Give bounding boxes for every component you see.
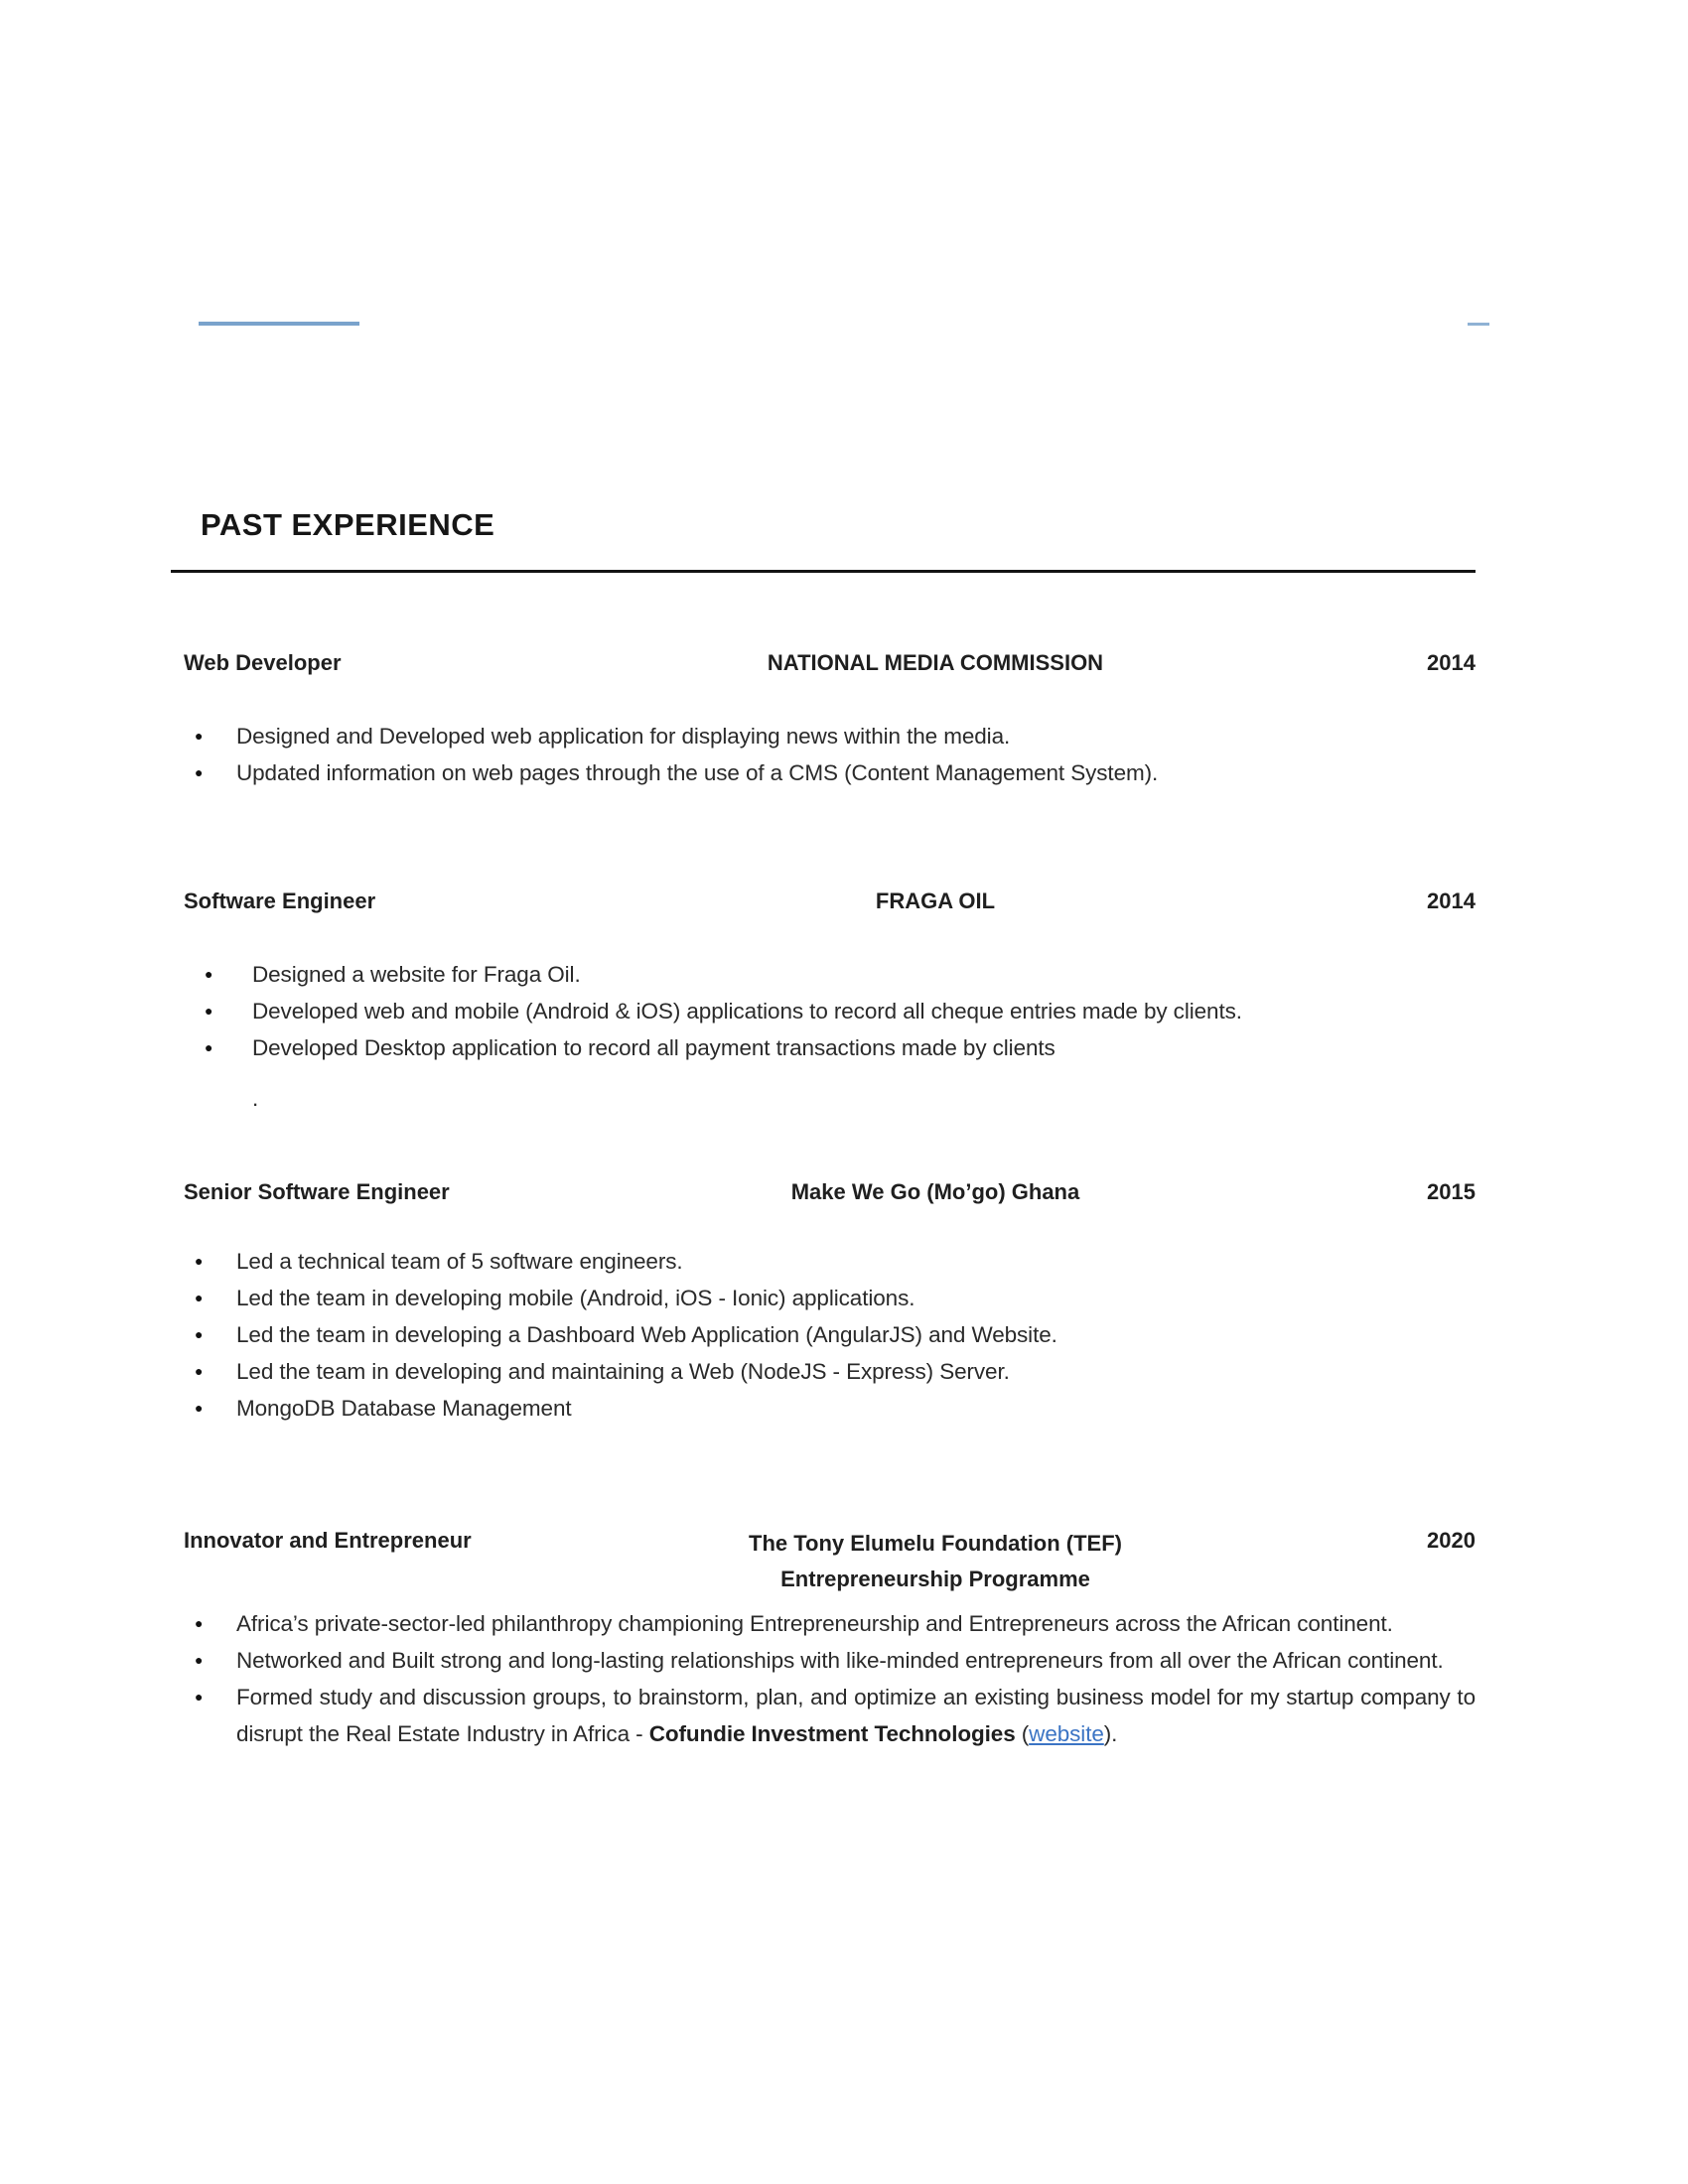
experience-entry (171, 1177, 1476, 1427)
accent-line-left (199, 322, 359, 326)
bullet-item: ● Networked and Built strong and long-lasting relationships with like-minded entrepreneurs from all over the African continent. (171, 1642, 1476, 1679)
bullet-item: ● Developed Desktop application to record all payment transactions made by clients (171, 1029, 1476, 1066)
job-year: 2014 (1427, 888, 1476, 913)
bullet-item: ● MongoDB Database Management (171, 1390, 1476, 1427)
job-title: Senior Software Engineer (184, 1179, 450, 1204)
job-title: Web Developer (184, 650, 342, 675)
bullet-list (171, 718, 1476, 791)
experience-entry (171, 1526, 1476, 1752)
company-name (618, 1526, 1253, 1597)
bullet-list (171, 956, 1476, 1066)
experience-entry (171, 648, 1476, 791)
bullet-text-after: ). (1103, 1721, 1118, 1746)
company-name-line2: Entrepreneurship Programme (780, 1567, 1090, 1591)
bullet-item: ● Africa’s private-sector-led philanthropy championing Entrepreneurship and Entrepreneurs across the African continent. (171, 1605, 1476, 1642)
company-bold-mention: Cofundie Investment Technologies (648, 1721, 1016, 1746)
bullet-item (171, 1679, 1476, 1752)
entry-header (171, 1177, 1476, 1207)
accent-dash-right (1468, 323, 1489, 326)
job-year: 2015 (1427, 1179, 1476, 1204)
bullet-item: ● Updated information on web pages through the use of a CMS (Content Management System). (171, 754, 1476, 791)
bullet-text-before: Formed study and discussion groups, to brainstorm, plan, and optimize an existing business model for my startup company to disrupt the Real Estate Industry in Africa - (236, 1685, 1476, 1746)
company-name: FRAGA OIL (875, 888, 996, 913)
entry-header (171, 1526, 1476, 1597)
bullet-item: ● Designed and Developed web application for displaying news within the media. (171, 718, 1476, 754)
bullet-item: ● Led the team in developing and maintaining a Web (NodeJS - Express) Server. (171, 1353, 1476, 1390)
bullet-item: ● Led a technical team of 5 software engineers. (171, 1243, 1476, 1280)
job-year: 2014 (1427, 650, 1476, 675)
section-divider (171, 570, 1476, 573)
company-name-line1: The Tony Elumelu Foundation (TEF) (749, 1531, 1122, 1556)
bullet-list (171, 1243, 1476, 1427)
job-title: Innovator and Entrepreneur (184, 1528, 472, 1553)
bullet-text-mid: ( (1015, 1721, 1030, 1746)
bullet-list (171, 1605, 1476, 1752)
bullet-item: ● Developed web and mobile (Android & iOS) applications to record all cheque entries made by clients. (171, 993, 1476, 1029)
bullet-item: ● Led the team in developing mobile (Android, iOS - Ionic) applications. (171, 1280, 1476, 1316)
bullet-item: ● Led the team in developing a Dashboard Web Application (AngularJS) and Website. (171, 1316, 1476, 1353)
entry-header (171, 648, 1476, 678)
job-title: Software Engineer (184, 888, 376, 913)
company-name: NATIONAL MEDIA COMMISSION (767, 650, 1104, 675)
bullet-item: ● Designed a website for Fraga Oil. (171, 956, 1476, 993)
past-experience-section (171, 508, 1476, 1752)
company-name: Make We Go (Mo’go) Ghana (790, 1179, 1080, 1204)
section-title: PAST EXPERIENCE (201, 507, 495, 542)
stray-period: . (252, 1086, 259, 1111)
experience-entry (171, 887, 1476, 1114)
job-year: 2020 (1427, 1528, 1476, 1553)
website-link[interactable]: website (1029, 1721, 1104, 1746)
entry-header (171, 887, 1476, 916)
